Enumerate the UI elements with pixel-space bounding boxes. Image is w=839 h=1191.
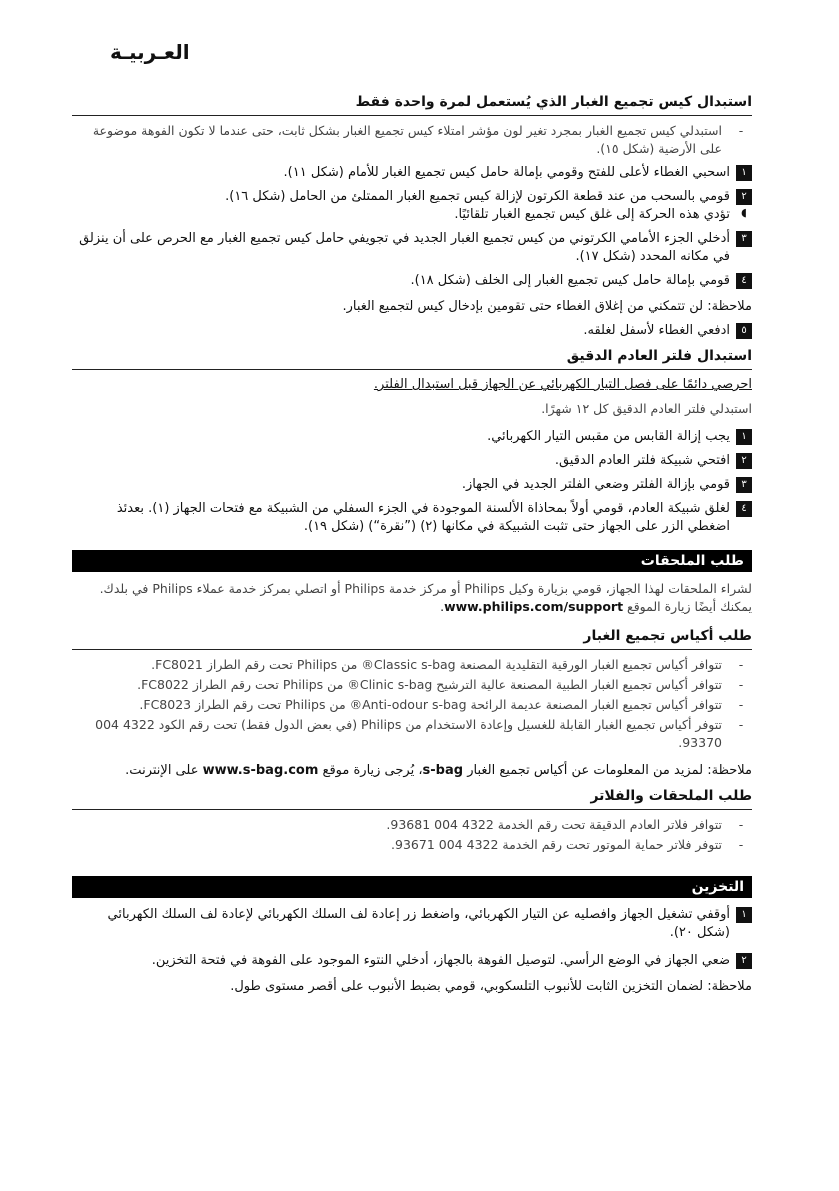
note-text-end: على الإنترنت. [125,763,199,778]
step-number: ٤ [736,501,752,517]
result-bullet-icon: ◖ [741,206,747,219]
dash-marker: - [738,697,744,712]
step-number: ١ [736,165,752,181]
replace-filter-intro: استبدلي فلتر العادم الدقيق كل ١٢ شهرًا. [541,401,752,416]
content-column [72,92,752,996]
step-text: لغلق شبيكة العادم، قومي أولاً بمحاذاة الألسنة الموجودة في الجزء السفلي من الشبيكة مع فتحات الجهاز (١). بعدئذ اضغطي الزر على الجهاز حتى تثبت الشبيكة في مكانها (٢) (”نقرة“) (شكل ١٩). [116,501,730,534]
bag-item-text: تتوافر أكياس تجميع الغبار الطبية المصنعة عالية الترشيح Clinic s-bag® من Philips تحت رقم الطراز FC8022. [137,677,722,692]
storage-note: ملاحظة: لضمان التخزين الثابت للأنبوب التلسكوبي، قومي بضبط الأنبوب على أقصر مستوى طول. [230,979,752,994]
section-title-dust-bags: طلب أكياس تجميع الغبار [72,626,752,650]
replace-bag-sub-bullet [72,206,752,224]
bag-item-text: تتوافر أكياس تجميع الغبار الورقية التقليدية المصنعة Classic s-bag® من Philips تحت رقم الطراز FC8021. [151,657,722,672]
dash-marker: - [738,123,744,138]
step-text: قومي بإمالة حامل كيس تجميع الغبار إلى الخلف (شكل ١٨). [410,273,730,288]
replace-bag-step-2 [72,188,752,206]
replace-filter-step-4 [72,500,752,536]
step-number: ١ [736,907,752,923]
bag-item-3 [72,696,752,714]
note-text: ملاحظة: لمزيد من المعلومات عن أكياس تجميع الغبار [467,763,752,778]
replace-bag-intro [72,122,752,158]
dash-marker: - [738,837,744,852]
bag-item-text: تتوافر أكياس تجميع الغبار المصنعة عديمة الرائحة Anti-odour s-bag® من Philips تحت رقم الطراز FC8023. [139,697,722,712]
sub-bullet-text: تؤدي هذه الحركة إلى غلق كيس تجميع الغبار تلقائيًا. [454,207,730,222]
replace-bag-step-5 [72,322,752,340]
replace-bag-note: ملاحظة: لن تتمكني من إغلاق الغطاء حتى تقومين بإدخال كيس لتجميع الغبار. [342,299,752,314]
replace-filter-step-3 [72,476,752,494]
bag-item-text: تتوفر أكياس تجميع الغبار القابلة للغسيل وإعادة الاستخدام من Philips (في بعض الدول فقط) تحت رقم الكود 4322 004 93370. [95,717,722,750]
step-number: ٣ [736,477,752,493]
dash-marker: - [738,717,744,732]
s-bag-brand: s-bag [422,763,464,778]
replace-filter-step-1 [72,428,752,446]
step-text: قومي بالسحب من عند قطعة الكرتون لإزالة كيس تجميع الغبار الممتلئ من الحامل (شكل ١٦). [225,189,730,204]
accessories-intro: لشراء الملحقات لهذا الجهاز، قومي بزيارة وكيل Philips أو مركز خدمة Philips أو اتصلي بمركز خدمة عملاء Philips في بلدك. يمكنك أيضًا زيارة الموقع www.philips.com/support. [99,581,752,614]
storage-step-1 [72,906,752,942]
storage-step-2 [72,952,752,970]
step-text: اسحبي الغطاء لأعلى للفتح وقومي بإمالة حامل كيس تجميع الغبار للأمام (شكل ١١). [283,165,730,180]
replace-filter-step-2 [72,452,752,470]
section-title-replace-bag: استبدال كيس تجميع الغبار الذي يُستعمل لمرة واحدة فقط [72,92,752,116]
step-number: ٢ [736,453,752,469]
step-number: ٢ [736,953,752,969]
step-number: ١ [736,429,752,445]
filter-item-text: تتوافر فلاتر العادم الدقيقة تحت رقم الخدمة 4322 004 93681. [386,817,722,832]
filter-item-1 [72,816,752,834]
philips-support-link[interactable]: www.philips.com/support [444,599,624,614]
step-text: أوقفي تشغيل الجهاز وافصليه عن التيار الكهربائي، واضغط زر إعادة لف السلك الكهربائي لإعادة لف السلك الكهربائي (شكل ٢٠). [107,907,730,940]
step-text: ادفعي الغطاء لأسفل لغلقه. [583,323,730,338]
step-number: ٥ [736,323,752,339]
step-number: ٣ [736,231,752,247]
accessories-intro-text: لشراء الملحقات لهذا الجهاز، قومي بزيارة وكيل Philips أو مركز خدمة Philips أو اتصلي بمركز خدمة عملاء Philips في بلدك. يمكنك أيضًا زيارة الموقع [99,581,752,614]
replace-bag-step-3 [72,230,752,266]
dust-bags-note [72,762,752,780]
bag-item-4 [72,716,752,752]
note-text-mid: ، يُرجى زيارة موقع [322,763,423,778]
step-text: يجب إزالة القابس من مقبس التيار الكهربائي. [487,429,730,444]
replace-filter-warning: احرصي دائمًا على فصل التيار الكهربائي عن الجهاز قبل استبدال الفلتر. [373,377,752,392]
bag-item-1 [72,656,752,674]
replace-bag-step-4 [72,272,752,290]
section-bar-storage: التخزين [72,876,752,898]
filter-item-text: تتوفر فلاتر حماية الموتور تحت رقم الخدمة 4322 004 93671. [391,837,722,852]
replace-bag-intro-text: استبدلي كيس تجميع الغبار بمجرد تغير لون مؤشر امتلاء كيس تجميع الغبار بشكل ثابت، حتى عندما لا تكون الفوهة موضوعة على الأرضية (شكل ١٥). [92,123,722,156]
step-text: أدخلي الجزء الأمامي الكرتوني من كيس تجميع الغبار الجديد في تجويفي حامل كيس تجميع الغبار مع الحرص على أن ينزلق في مكانه المحدد (شكل ١٧). [79,231,730,264]
language-title: العـربيـة [110,40,190,64]
dash-marker: - [738,677,744,692]
step-text: ضعي الجهاز في الوضع الرأسي. لتوصيل الفوهة بالجهاز، أدخلي النتوء الموجود على الفوهة في فتحة التخزين. [151,953,730,968]
section-title-filters: طلب الملحقات والفلاتر [72,786,752,810]
dash-marker: - [738,657,744,672]
s-bag-website-link[interactable]: www.s-bag.com [202,763,319,778]
section-title-replace-filter: استبدال فلتر العادم الدقيق [72,346,752,370]
section-bar-accessories: طلب الملحقات [72,550,752,572]
dash-marker: - [738,817,744,832]
filter-item-2 [72,836,752,854]
step-text: قومي بإزالة الفلتر وضعي الفلتر الجديد في الجهاز. [461,477,730,492]
step-text: افتحي شبيكة فلتر العادم الدقيق. [554,453,730,468]
step-number: ٤ [736,273,752,289]
step-number: ٢ [736,189,752,205]
bag-item-2 [72,676,752,694]
replace-bag-step-1 [72,164,752,182]
